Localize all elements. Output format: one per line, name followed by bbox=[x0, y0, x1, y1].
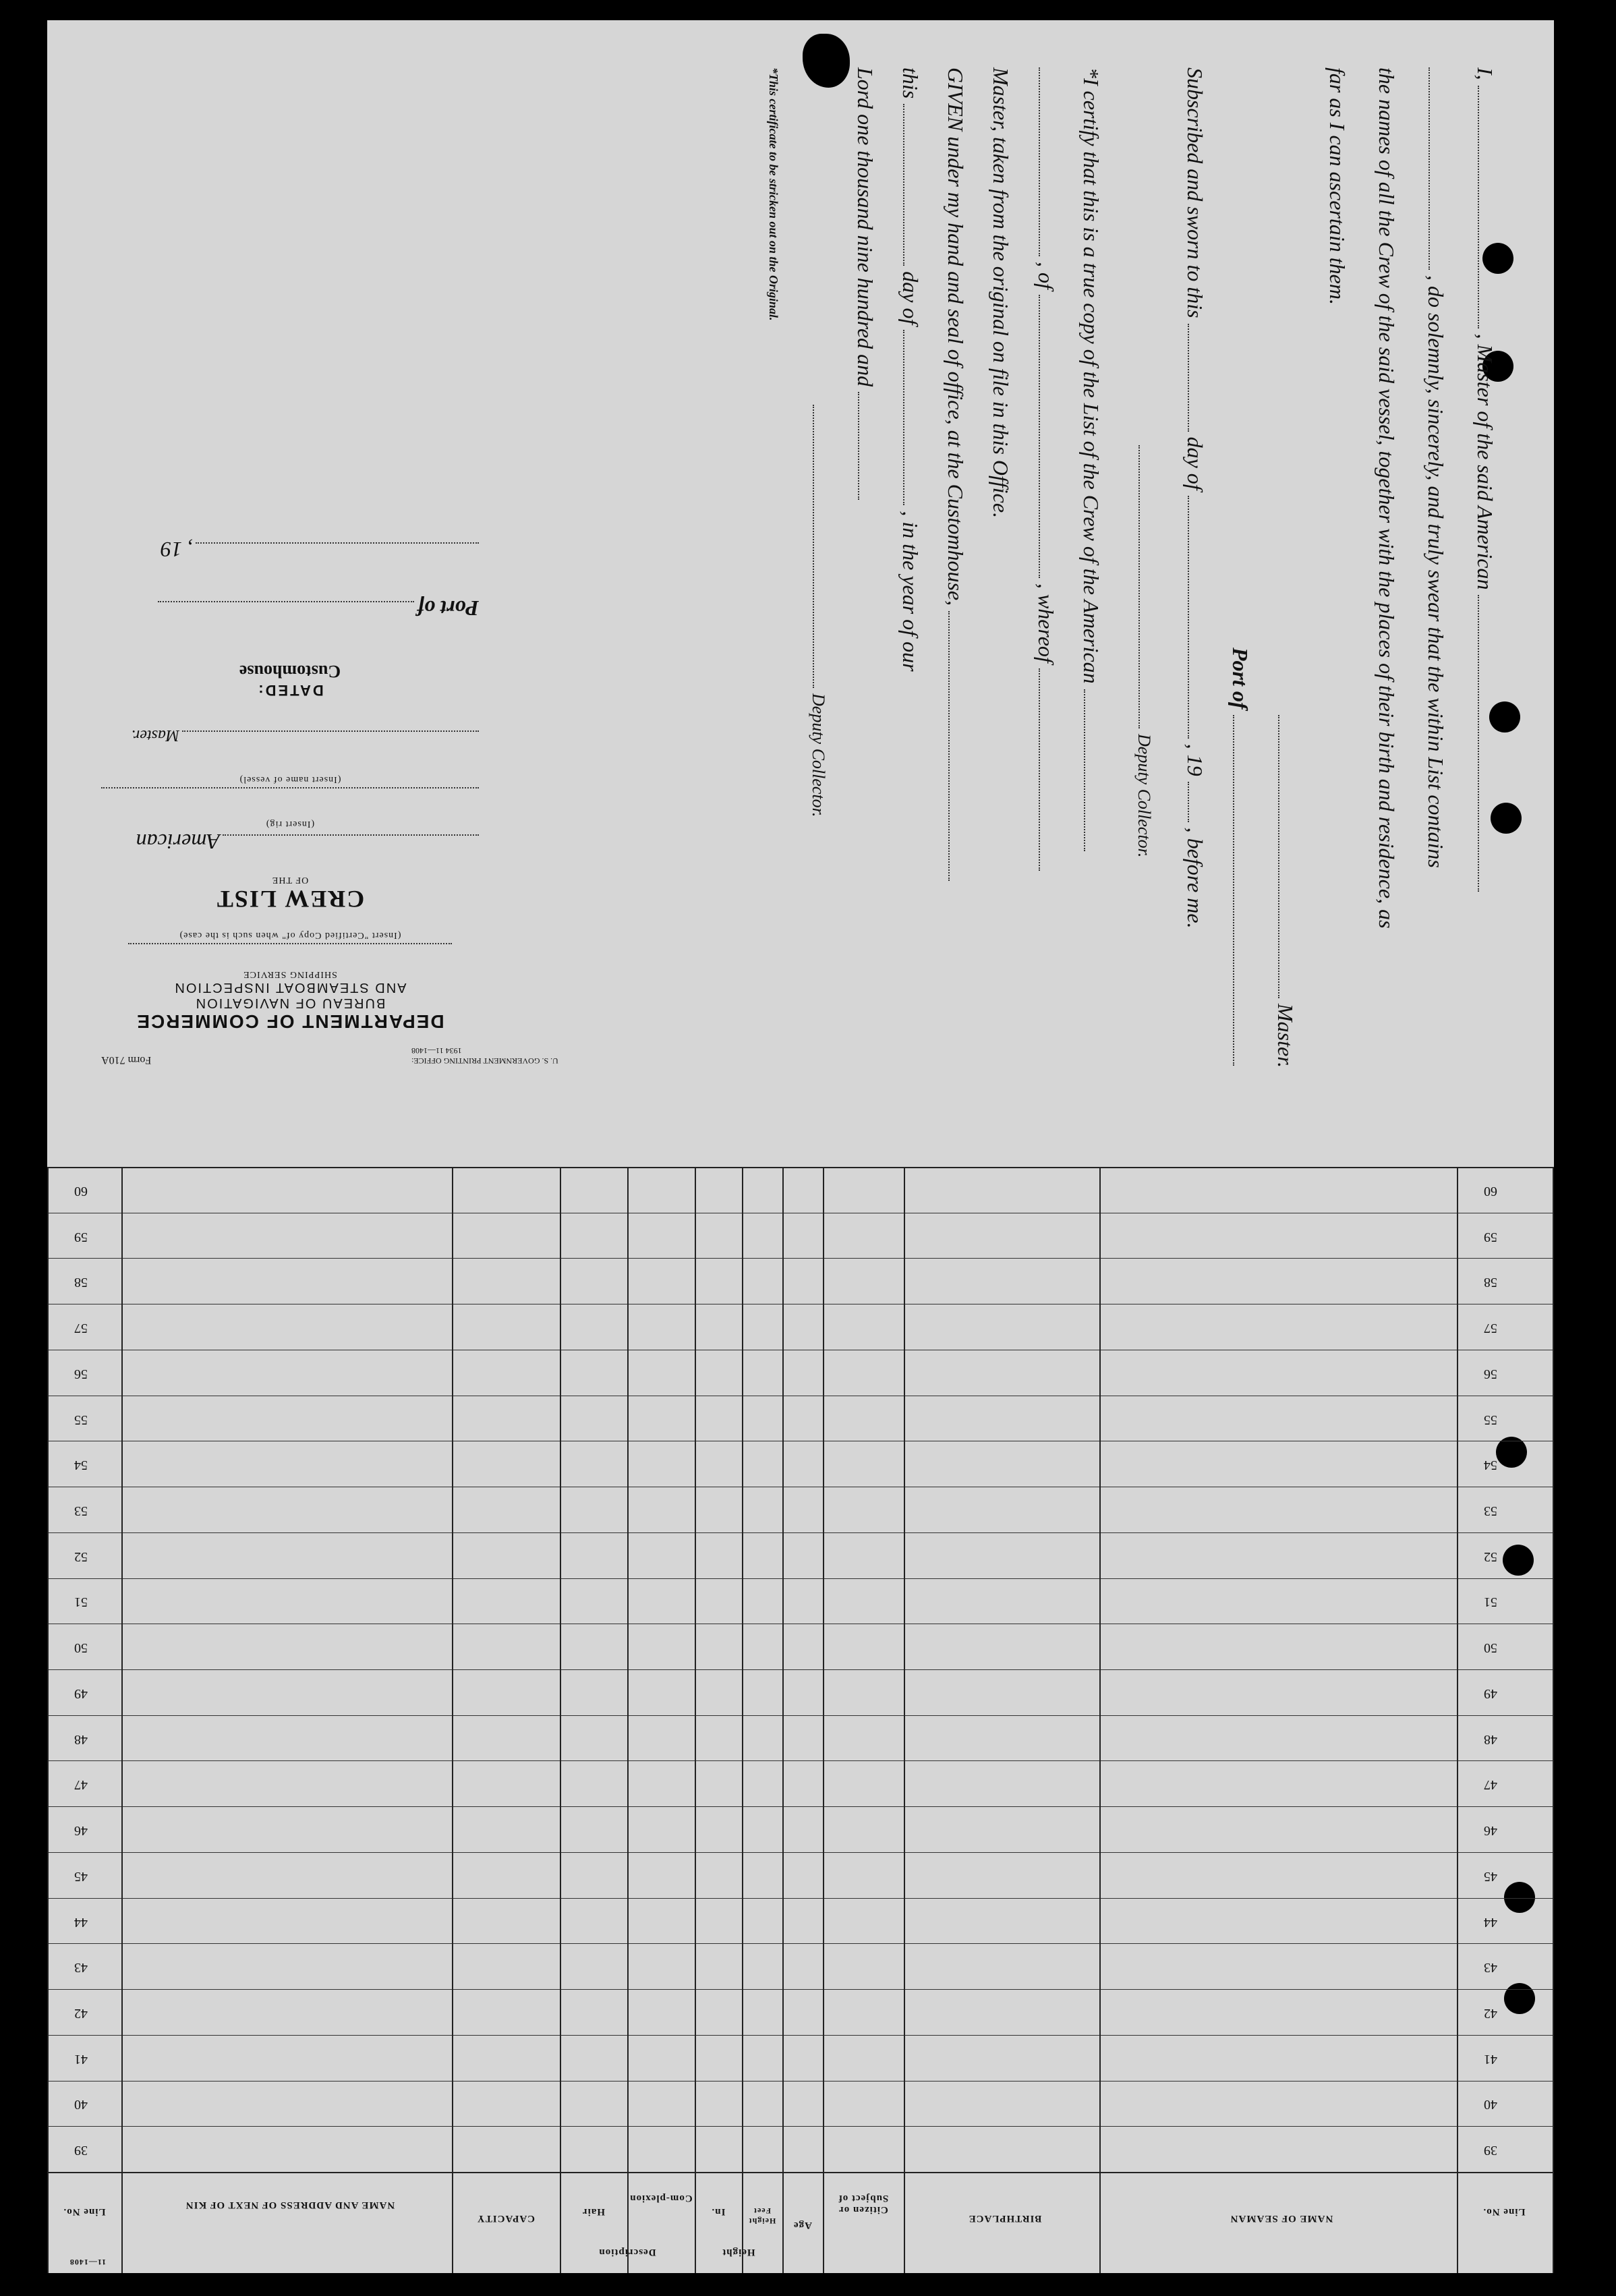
table-row[interactable] bbox=[47, 1258, 1554, 1259]
line-number-left: 53 bbox=[74, 1503, 88, 1518]
crew-table bbox=[47, 1167, 1554, 2273]
line-number-left: 39 bbox=[74, 2143, 88, 2158]
line-number-left: 58 bbox=[74, 1275, 88, 1290]
table-form-number: 11—1408 bbox=[69, 2258, 107, 2267]
table-row[interactable] bbox=[47, 1989, 1554, 1990]
header-capacity: CAPACITY bbox=[476, 2213, 536, 2224]
line-number-right: 44 bbox=[1484, 1914, 1497, 1930]
line-number-left: 49 bbox=[74, 1686, 88, 1701]
line-number-left: 52 bbox=[74, 1549, 88, 1564]
sworn-day-blank[interactable] bbox=[1188, 324, 1189, 432]
cover-date-blank[interactable] bbox=[196, 542, 479, 544]
line-number-right: 58 bbox=[1484, 1275, 1497, 1290]
line-number-left: 45 bbox=[74, 1868, 88, 1884]
line-number-left: 51 bbox=[74, 1595, 88, 1610]
oath-certificate bbox=[766, 67, 1497, 1133]
line-number-left: 56 bbox=[74, 1366, 88, 1381]
cover-master-blank[interactable] bbox=[182, 730, 479, 732]
line-number-left: 60 bbox=[74, 1183, 88, 1199]
vessel-rig-blank[interactable] bbox=[1429, 67, 1430, 270]
header-name-of-seaman: NAME OF SEAMAN bbox=[1230, 2213, 1333, 2224]
header-feet: Height Feet bbox=[748, 2206, 776, 2226]
customhouse-blank[interactable] bbox=[948, 611, 950, 881]
header-inches: In. bbox=[711, 2206, 726, 2217]
table-row[interactable] bbox=[47, 1532, 1554, 1533]
table-row[interactable] bbox=[47, 1715, 1554, 1716]
line-number-right: 51 bbox=[1484, 1595, 1497, 1610]
given-year-blank[interactable] bbox=[858, 392, 859, 500]
line-number-left: 44 bbox=[74, 1914, 88, 1930]
day-of-label-2: day of bbox=[898, 271, 923, 325]
line-number-right: 52 bbox=[1484, 1549, 1497, 1564]
dated-label: DATED: bbox=[256, 682, 324, 699]
line-number-left: 42 bbox=[74, 2005, 88, 2021]
form-sheet bbox=[47, 20, 1554, 2273]
given-line: GIVEN under my hand and seal of office, at the Customhouse, bbox=[944, 67, 968, 606]
deputy-collector-label: Deputy Collector. bbox=[1134, 734, 1154, 858]
sworn-month-blank[interactable] bbox=[1188, 496, 1189, 739]
certified-master-blank[interactable] bbox=[1039, 668, 1040, 871]
line-number-right: 50 bbox=[1484, 1640, 1497, 1656]
sworn-year-blank[interactable] bbox=[1188, 782, 1189, 822]
line-number-left: 55 bbox=[74, 1412, 88, 1427]
line-number-right: 42 bbox=[1484, 2005, 1497, 2021]
day-of-label: day of bbox=[1183, 436, 1207, 490]
line-number-left: 43 bbox=[74, 1960, 88, 1976]
cover-port-label: Port of bbox=[417, 596, 479, 621]
header-height: Height bbox=[722, 2247, 755, 2258]
in-year-label: , in the year of our bbox=[898, 511, 923, 672]
oath-line-4: far as I can ascertain them. bbox=[1325, 67, 1350, 305]
line-number-left: 54 bbox=[74, 1458, 88, 1473]
oath-line-1: , Master of the said American bbox=[1473, 333, 1497, 590]
before-me-label: , before me. bbox=[1183, 827, 1207, 929]
certified-vessel-blank[interactable] bbox=[1084, 689, 1085, 851]
line-number-left: 47 bbox=[74, 1777, 88, 1793]
bureau-line-2: AND STEAMBOAT INSPECTION bbox=[173, 980, 407, 995]
header-hair: Hair bbox=[582, 2206, 605, 2217]
table-row[interactable] bbox=[47, 1806, 1554, 1807]
line-number-left: 57 bbox=[74, 1321, 88, 1336]
shipping-service: SHIPPING SERVICE bbox=[243, 969, 337, 979]
cover-port-blank[interactable] bbox=[158, 601, 414, 602]
table-row[interactable] bbox=[47, 1852, 1554, 1853]
table-row[interactable] bbox=[47, 2035, 1554, 2036]
line-number-right: 57 bbox=[1484, 1321, 1497, 1336]
master-name-blank[interactable] bbox=[1478, 86, 1479, 328]
table-row[interactable] bbox=[47, 1943, 1554, 1944]
table-row[interactable] bbox=[47, 1578, 1554, 1579]
printer-line: U. S. GOVERNMENT PRINTING OFFICE: 1934 11—1408 bbox=[411, 1046, 558, 1066]
table-row[interactable] bbox=[47, 1669, 1554, 1670]
header-complexion: Com-plexion bbox=[629, 2193, 693, 2204]
i-label: I, bbox=[1473, 67, 1497, 80]
cover-master-label: Master. bbox=[131, 726, 179, 744]
line-number-right: 54 bbox=[1484, 1458, 1497, 1473]
header-citizen: Citizen or Subject of bbox=[838, 2193, 889, 2215]
of-the-label: OF THE bbox=[271, 875, 309, 885]
oath-line-2: , do solemnly, sincerely, and truly swear that the within List contains bbox=[1424, 275, 1448, 868]
subscribed-label: Subscribed and sworn to this bbox=[1183, 67, 1207, 318]
given-day-blank[interactable] bbox=[903, 104, 904, 266]
line-number-right: 43 bbox=[1484, 1960, 1497, 1976]
line-number-left: 50 bbox=[74, 1640, 88, 1656]
customhouse-label: Customhouse bbox=[239, 662, 341, 681]
line-number-right: 56 bbox=[1484, 1366, 1497, 1381]
deputy-signature-line-2[interactable] bbox=[813, 405, 814, 688]
header-description: Description bbox=[598, 2247, 656, 2258]
line-number-right: 60 bbox=[1484, 1183, 1497, 1199]
cover-panel bbox=[88, 61, 560, 1072]
certified-rig-blank[interactable] bbox=[1039, 67, 1040, 256]
line-number-right: 59 bbox=[1484, 1229, 1497, 1244]
of-label: , of bbox=[1034, 262, 1058, 289]
line-number-left: 59 bbox=[74, 1229, 88, 1244]
american-label: American bbox=[136, 830, 220, 854]
line-number-right: 47 bbox=[1484, 1777, 1497, 1793]
this-label: this bbox=[898, 67, 923, 99]
line-number-right: 45 bbox=[1484, 1868, 1497, 1884]
vessel-name-blank[interactable] bbox=[1478, 595, 1479, 892]
year-19-label: , 19 bbox=[1183, 743, 1207, 776]
line-number-right: 40 bbox=[1484, 2097, 1497, 2113]
line-number-right: 49 bbox=[1484, 1686, 1497, 1701]
header-birthplace: BIRTHPLACE bbox=[968, 2213, 1042, 2224]
certified-copy-note: (Insert "Certified Copy of" when such is the case) bbox=[179, 930, 401, 940]
deputy-signature-line[interactable] bbox=[1138, 445, 1140, 728]
table-row[interactable] bbox=[47, 1760, 1554, 1761]
form-number: Form 710A bbox=[101, 1054, 152, 1066]
line-number-left: 46 bbox=[74, 1823, 88, 1839]
line-number-left: 48 bbox=[74, 1731, 88, 1747]
port-of-label: Port of bbox=[1228, 648, 1252, 710]
certified-port-blank[interactable] bbox=[1039, 295, 1040, 578]
rig-blank[interactable] bbox=[223, 834, 479, 836]
insert-rig-note: (Insert rig) bbox=[265, 819, 315, 829]
line-number-right: 39 bbox=[1484, 2143, 1497, 2158]
footnote: *This certificate to be stricken out on the Original. bbox=[767, 67, 780, 321]
table-row[interactable] bbox=[47, 2126, 1554, 2127]
header-line-no-left: Line No. bbox=[63, 2206, 106, 2217]
line-number-left: 41 bbox=[74, 2051, 88, 2067]
insert-name-note: (Insert name of vessel) bbox=[239, 774, 341, 784]
line-number-right: 55 bbox=[1484, 1412, 1497, 1427]
line-number-right: 46 bbox=[1484, 1823, 1497, 1839]
whereof-label: , whereof bbox=[1034, 583, 1058, 663]
header-next-of-kin: NAME AND ADDRESS OF NEXT OF KIN bbox=[185, 2200, 395, 2210]
line-number-right: 48 bbox=[1484, 1731, 1497, 1747]
line-number-right: 53 bbox=[1484, 1503, 1497, 1518]
master-signature-line[interactable] bbox=[1278, 715, 1279, 998]
bureau-line: BUREAU OF NAVIGATION bbox=[194, 996, 386, 1010]
certify-line-2: Master, taken from the original on file in this Office. bbox=[989, 67, 1013, 519]
given-month-blank[interactable] bbox=[903, 330, 904, 505]
department-title: DEPARTMENT OF COMMERCE bbox=[136, 1011, 444, 1032]
deputy-collector-label-2: Deputy Collector. bbox=[809, 693, 828, 817]
port-blank[interactable] bbox=[1233, 715, 1234, 1066]
lord-line: Lord one thousand nine hundred and bbox=[853, 67, 877, 387]
header-line-no-right: Line No. bbox=[1482, 2206, 1526, 2217]
master-signature-label: Master. bbox=[1273, 1004, 1298, 1068]
oath-line-3: the names of all the Crew of the said vessel, together with the places of their birth and residence, as bbox=[1375, 67, 1399, 929]
table-row[interactable] bbox=[47, 2081, 1554, 2082]
line-number-right: 41 bbox=[1484, 2051, 1497, 2067]
line-number-left: 40 bbox=[74, 2097, 88, 2113]
table-row[interactable] bbox=[47, 1898, 1554, 1899]
certify-line-1: *I certify that this is a true copy of the List of the Crew of the American bbox=[1079, 67, 1103, 684]
cover-year-label: , 19 bbox=[161, 538, 193, 562]
crew-list-title: CREW LIST bbox=[215, 886, 365, 913]
header-age: Age bbox=[793, 2220, 812, 2231]
